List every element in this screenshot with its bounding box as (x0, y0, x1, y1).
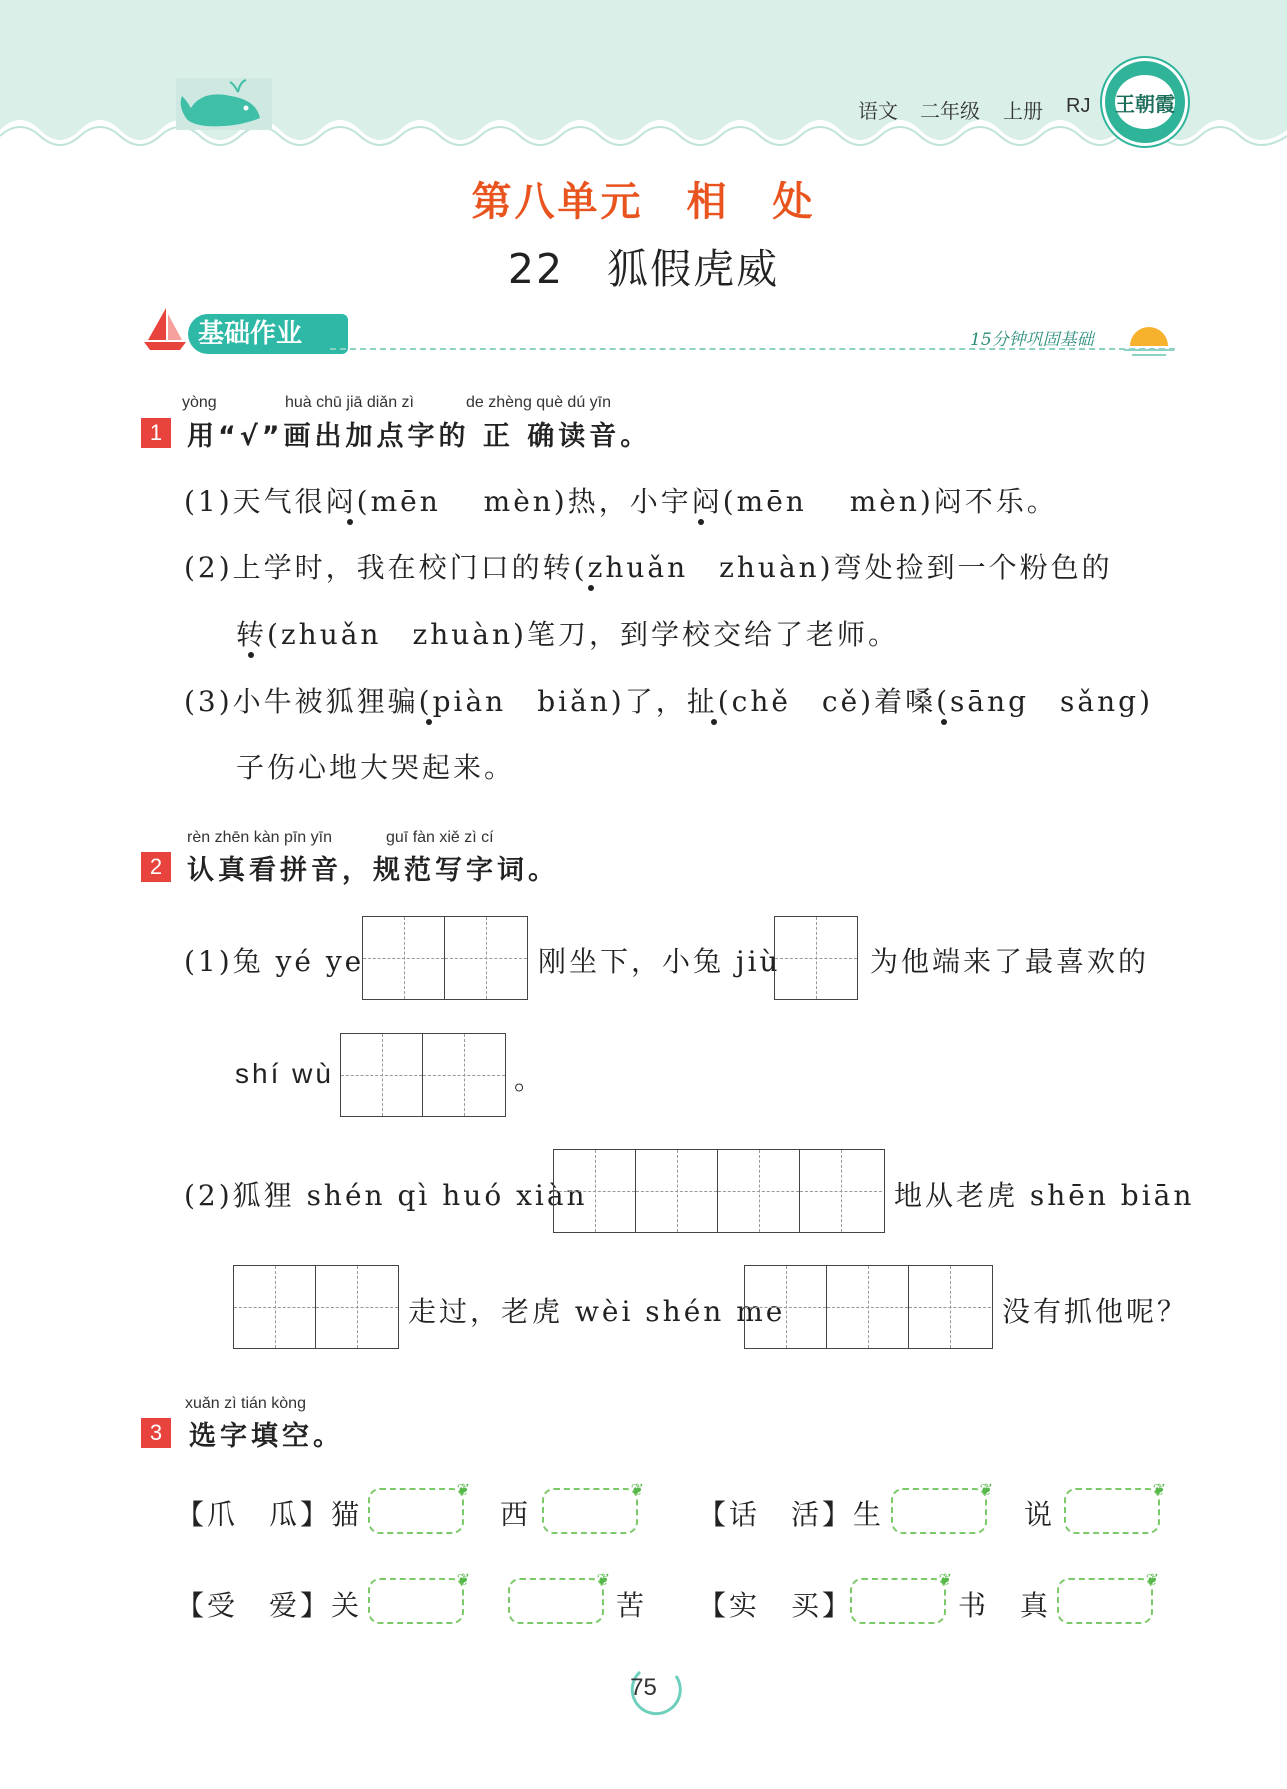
q1-title: 用“√”画出加点字的 正 确读音。 (187, 421, 652, 452)
q3-blank-1[interactable] (368, 1480, 470, 1534)
q2-grid-yeye[interactable] (362, 916, 528, 1000)
q3-pinyin: xuǎn zì tián kòng (185, 1395, 306, 1412)
leaf-icon: ❦ (938, 1570, 952, 1589)
q2-grid-shiwu[interactable] (340, 1033, 506, 1117)
q2-pinyin-2: guī fàn xiě zì cí (386, 829, 494, 846)
section-note: 15分钟巩固基础 (970, 330, 1094, 350)
q2-grid-shenqihuoxian[interactable] (553, 1149, 885, 1233)
brand-badge (1102, 58, 1188, 146)
q1-line-3: 转(zhuǎn zhuàn)笔刀，到学校交给了老师。 (236, 618, 899, 651)
brand-name: 王朝霞 (1115, 75, 1175, 129)
q1-pinyin-1: yòng (182, 394, 217, 411)
q1-dot-6 (711, 719, 717, 725)
q3-blank-4[interactable] (1064, 1480, 1166, 1534)
leaf-icon: ❦ (596, 1570, 610, 1589)
q3-blank-7[interactable] (850, 1570, 952, 1624)
q3-r1-c: 【话 活】生 (698, 1498, 885, 1531)
q3-r1-a: 【爪 瓜】猫 (176, 1498, 363, 1531)
leaf-icon: ❦ (456, 1480, 470, 1499)
q3-r2-a: 【受 爱】关 (176, 1589, 363, 1622)
q1-dot-5 (426, 719, 432, 725)
q2-line3-a: (2)狐狸 shén qì huó xiàn (184, 1179, 588, 1212)
q3-title: 选字填空。 (189, 1421, 344, 1452)
q2-line2-a: shí wù (235, 1058, 334, 1089)
q1-dot-3 (588, 585, 594, 591)
q1-dot-7 (941, 719, 947, 725)
leaf-icon: ❦ (456, 1570, 470, 1589)
page-number: 75 (630, 1674, 657, 1701)
q3-blank-5[interactable] (368, 1570, 470, 1624)
q1-dot-4 (248, 652, 254, 658)
q3-r1-b: 西 (500, 1498, 532, 1531)
header-edition: RJ (1066, 95, 1091, 117)
q2-line1-a: (1)兔 yé ye (184, 945, 365, 978)
unit-title: 第八单元 相 处 (471, 179, 816, 225)
q2-line1-c: 为他端来了最喜欢的 (870, 945, 1150, 978)
q3-blank-3[interactable] (891, 1480, 993, 1534)
header-volume: 上册 (1003, 101, 1043, 123)
q2-grid-shenbian[interactable] (233, 1265, 399, 1349)
q2-line1-b: 刚坐下，小兔 jiù (538, 945, 781, 978)
q2-line4-a: 走过，老虎 wèi shén me (408, 1295, 786, 1328)
q3-r1-d: 说 (1024, 1498, 1056, 1531)
q1-dot-2 (698, 519, 704, 525)
q2-grid-jiu[interactable] (774, 916, 858, 1000)
header-subject: 语文 (858, 101, 898, 123)
q1-line-2: (2)上学时，我在校门口的转(zhuǎn zhuàn)弯处捡到一个粉色的 (184, 551, 1113, 584)
q2-number: 2 (141, 852, 171, 882)
q2-title: 认真看拼音，规范写字词。 (187, 855, 559, 886)
q1-dot-1 (347, 519, 353, 525)
q3-blank-2[interactable] (542, 1480, 644, 1534)
q1-line-4: (3)小牛被狐狸骗(piàn biǎn)了，扯(chě cě)着嗓(sāng sǎng) (184, 685, 1153, 718)
lesson-title: 22 狐假虎威 (507, 245, 780, 293)
leaf-icon: ❦ (1152, 1480, 1166, 1499)
q3-r2-b: 苦 (616, 1589, 648, 1622)
sunset-icon (1124, 318, 1174, 358)
q1-number: 1 (141, 418, 171, 448)
q1-pinyin-2: huà chū jiā diǎn zì (285, 394, 414, 411)
q1-line-1: (1)天气很闷(mēn mèn)热，小宇闷(mēn mèn)闷不乐。 (184, 485, 1058, 518)
q1-pinyin-3: de zhèng què dú yīn (466, 394, 612, 411)
q3-r2-d: 书 真 (958, 1589, 1052, 1622)
q3-blank-6[interactable] (508, 1570, 610, 1624)
leaf-icon: ❦ (1145, 1570, 1159, 1589)
section-tag: 基础作业 (188, 314, 348, 354)
q2-grid-weishenme[interactable] (744, 1265, 993, 1349)
sailboat-icon (140, 304, 190, 354)
q2-line3-b: 地从老虎 shēn biān (894, 1179, 1195, 1212)
q3-r2-c: 【实 买】 (698, 1589, 854, 1622)
q2-pinyin-1: rèn zhēn kàn pīn yīn (187, 829, 332, 846)
q2-line4-b: 没有抓他呢？ (1002, 1295, 1189, 1328)
q3-number: 3 (141, 1418, 171, 1448)
leaf-icon: ❦ (630, 1480, 644, 1499)
q1-line-5: 子伤心地大哭起来。 (236, 751, 516, 784)
q3-blank-8[interactable] (1057, 1570, 1159, 1624)
q2-line2-b: 。 (514, 1063, 546, 1096)
header-grade: 二年级 (920, 101, 980, 123)
leaf-icon: ❦ (979, 1480, 993, 1499)
whale-icon (176, 78, 272, 130)
